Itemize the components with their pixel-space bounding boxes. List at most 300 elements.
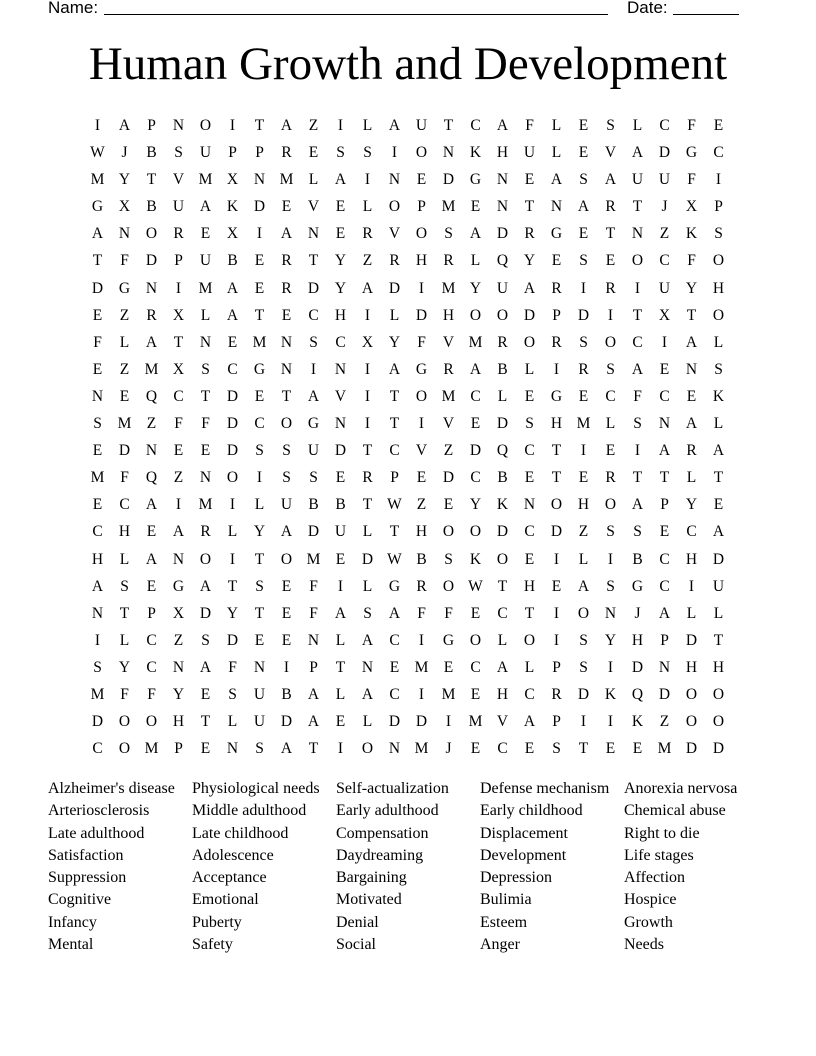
- grid-letter: D: [226, 442, 239, 460]
- grid-letter: E: [335, 198, 346, 216]
- grid-letter: P: [147, 604, 156, 622]
- grid-letter: E: [524, 740, 535, 758]
- grid-letter: D: [523, 306, 536, 324]
- grid-letter: C: [146, 658, 157, 676]
- grid-letter: T: [362, 442, 373, 460]
- word-bank-column: [480, 778, 624, 956]
- grid-letter: A: [631, 144, 644, 162]
- grid-letter: C: [335, 333, 346, 351]
- grid-letter: N: [199, 333, 212, 351]
- grid-letter: G: [550, 387, 563, 405]
- grid-letter: M: [198, 171, 213, 189]
- grid-letter: U: [631, 171, 644, 189]
- grid-letter: T: [632, 198, 643, 216]
- grid-letter: I: [175, 496, 182, 514]
- grid-letter: G: [415, 360, 428, 378]
- grid-letter: S: [93, 658, 102, 676]
- grid-letter: H: [685, 658, 698, 676]
- grid-letter: O: [469, 631, 482, 649]
- grid-letter: U: [253, 685, 266, 703]
- grid-letter: T: [227, 577, 238, 595]
- grid-letter: E: [605, 740, 616, 758]
- grid-letter: I: [337, 740, 344, 758]
- grid-letter: H: [685, 550, 698, 568]
- grid-letter: O: [442, 523, 455, 541]
- grid-letter: S: [606, 577, 615, 595]
- grid-letter: N: [496, 171, 509, 189]
- grid-letter: Z: [443, 442, 454, 460]
- grid-letter: F: [147, 685, 156, 703]
- grid-letter: A: [523, 713, 536, 731]
- grid-letter: A: [307, 387, 320, 405]
- grid-letter: V: [442, 333, 455, 351]
- grid-letter: A: [658, 604, 671, 622]
- grid-letter: I: [337, 577, 344, 595]
- grid-letter: H: [712, 658, 725, 676]
- grid-letter: H: [118, 523, 131, 541]
- date-blank-line[interactable]: [673, 14, 739, 15]
- grid-letter: L: [362, 577, 373, 595]
- grid-letter: T: [200, 387, 211, 405]
- grid-letter: E: [335, 713, 346, 731]
- grid-letter: O: [496, 550, 509, 568]
- grid-letter: O: [631, 252, 644, 270]
- grid-letter: M: [441, 198, 456, 216]
- grid-letter: S: [444, 225, 453, 243]
- grid-letter: O: [226, 469, 239, 487]
- grid-letter: B: [146, 144, 157, 162]
- grid-letter: B: [632, 550, 643, 568]
- grid-letter: L: [524, 658, 535, 676]
- grid-letter: E: [200, 740, 211, 758]
- word-bank-item: Physiological needs: [192, 780, 320, 797]
- grid-letter: D: [226, 415, 239, 433]
- grid-letter: D: [226, 631, 239, 649]
- grid-letter: U: [334, 523, 347, 541]
- word-bank-item: Late adulthood: [48, 824, 145, 842]
- grid-letter: E: [578, 144, 589, 162]
- grid-letter: N: [658, 658, 671, 676]
- grid-letter: R: [146, 306, 157, 324]
- grid-letter: I: [580, 713, 587, 731]
- grid-letter: X: [226, 225, 239, 243]
- grid-letter: N: [388, 740, 401, 758]
- grid-letter: D: [496, 523, 509, 541]
- grid-letter: M: [279, 171, 294, 189]
- grid-letter: Z: [119, 306, 130, 324]
- grid-letter: S: [579, 658, 588, 676]
- grid-letter: I: [607, 658, 614, 676]
- grid-letter: L: [470, 252, 481, 270]
- grid-letter: P: [714, 198, 723, 216]
- grid-letter: D: [685, 631, 698, 649]
- grid-letter: X: [172, 306, 185, 324]
- grid-letter: X: [172, 604, 185, 622]
- grid-letter: M: [117, 415, 132, 433]
- grid-letter: E: [524, 387, 535, 405]
- grid-letter: U: [172, 198, 185, 216]
- grid-letter: M: [198, 279, 213, 297]
- word-bank-item: Acceptance: [192, 869, 267, 887]
- grid-letter: A: [307, 685, 320, 703]
- grid-letter: M: [90, 171, 105, 189]
- grid-letter: E: [92, 442, 103, 460]
- word-bank-item: Puberty: [192, 913, 242, 931]
- grid-letter: D: [307, 523, 320, 541]
- grid-letter: S: [336, 144, 345, 162]
- grid-letter: E: [659, 523, 670, 541]
- grid-letter: E: [578, 387, 589, 405]
- grid-letter: H: [91, 550, 104, 568]
- grid-letter: T: [308, 252, 319, 270]
- grid-letter: G: [253, 360, 266, 378]
- word-bank-item: Anorexia nervosa: [624, 780, 738, 797]
- grid-letter: B: [497, 360, 508, 378]
- word-bank-item: Growth: [624, 913, 673, 931]
- header-line: [48, 0, 748, 20]
- grid-letter: L: [632, 117, 643, 134]
- grid-letter: Y: [685, 279, 698, 297]
- grid-letter: D: [307, 279, 320, 297]
- grid-letter: T: [632, 469, 643, 487]
- word-bank-item: Self-actualization: [336, 780, 449, 797]
- grid-letter: K: [496, 496, 509, 514]
- grid-letter: L: [578, 550, 589, 568]
- grid-letter: A: [91, 225, 104, 243]
- grid-letter: R: [686, 442, 697, 460]
- grid-letter: V: [442, 415, 455, 433]
- grid-letter: Y: [469, 279, 482, 297]
- grid-letter: N: [307, 631, 320, 649]
- grid-letter: H: [415, 523, 428, 541]
- grid-letter: M: [414, 658, 429, 676]
- grid-letter: T: [92, 252, 103, 270]
- grid-letter: S: [201, 631, 210, 649]
- grid-letter: E: [416, 171, 427, 189]
- grid-letter: R: [281, 252, 292, 270]
- word-bank-column: [624, 778, 768, 956]
- grid-letter: O: [523, 631, 536, 649]
- grid-letter: R: [551, 279, 562, 297]
- grid-letter: I: [175, 279, 182, 297]
- grid-letter: A: [631, 496, 644, 514]
- grid-letter: T: [254, 117, 265, 134]
- grid-letter: I: [580, 279, 587, 297]
- grid-letter: A: [577, 577, 590, 595]
- grid-letter: K: [631, 713, 644, 731]
- grid-letter: N: [91, 387, 104, 405]
- grid-letter: S: [579, 631, 588, 649]
- grid-letter: I: [364, 360, 371, 378]
- grid-letter: D: [631, 658, 644, 676]
- grid-letter: D: [577, 685, 590, 703]
- grid-letter: A: [496, 117, 509, 134]
- grid-letter: A: [523, 279, 536, 297]
- grid-letter: T: [173, 333, 184, 351]
- grid-letter: N: [388, 171, 401, 189]
- grid-letter: C: [686, 523, 697, 541]
- grid-letter: N: [685, 360, 698, 378]
- grid-letter: A: [604, 171, 617, 189]
- grid-letter: Y: [388, 333, 401, 351]
- grid-letter: G: [307, 415, 320, 433]
- grid-letter: M: [468, 333, 483, 351]
- grid-letter: N: [199, 469, 212, 487]
- grid-letter: Z: [416, 496, 427, 514]
- grid-letter: D: [658, 144, 671, 162]
- grid-letter: A: [280, 117, 293, 134]
- grid-letter: N: [658, 415, 671, 433]
- grid-letter: L: [119, 333, 130, 351]
- grid-letter: B: [308, 496, 319, 514]
- grid-letter: N: [442, 144, 455, 162]
- word-bank-item: Early childhood: [480, 802, 583, 820]
- grid-letter: A: [469, 360, 482, 378]
- grid-letter: S: [714, 360, 723, 378]
- grid-letter: F: [120, 252, 129, 270]
- grid-letter: X: [172, 360, 185, 378]
- grid-letter: B: [227, 252, 238, 270]
- word-bank-item: Motivated: [336, 891, 402, 909]
- grid-letter: I: [418, 685, 425, 703]
- grid-letter: I: [364, 171, 371, 189]
- grid-letter: C: [632, 333, 643, 351]
- grid-letter: S: [282, 469, 291, 487]
- word-bank-item: Esteem: [480, 913, 528, 931]
- grid-letter: B: [416, 550, 427, 568]
- grid-letter: Y: [226, 604, 239, 622]
- grid-letter: D: [469, 442, 482, 460]
- grid-letter: T: [335, 658, 346, 676]
- word-bank: [48, 778, 768, 956]
- grid-letter: S: [633, 415, 642, 433]
- grid-letter: I: [634, 442, 641, 460]
- grid-letter: M: [306, 550, 321, 568]
- grid-letter: E: [605, 252, 616, 270]
- grid-letter: F: [228, 658, 237, 676]
- grid-letter: C: [497, 604, 508, 622]
- grid-letter: O: [199, 550, 212, 568]
- grid-letter: T: [254, 604, 265, 622]
- grid-letter: Q: [496, 252, 509, 270]
- grid-letter: S: [309, 469, 318, 487]
- grid-letter: N: [280, 360, 293, 378]
- grid-letter: Z: [308, 117, 319, 134]
- grid-letter: T: [389, 387, 400, 405]
- grid-letter: R: [281, 144, 292, 162]
- grid-letter: I: [256, 469, 263, 487]
- word-bank-item: Denial: [336, 913, 379, 931]
- grid-letter: E: [524, 550, 535, 568]
- grid-letter: O: [469, 306, 482, 324]
- grid-letter: H: [442, 306, 455, 324]
- grid-letter: E: [119, 387, 130, 405]
- grid-letter: R: [200, 523, 211, 541]
- grid-letter: A: [91, 577, 104, 595]
- grid-letter: E: [713, 117, 724, 134]
- grid-letter: S: [282, 442, 291, 460]
- grid-letter: O: [199, 117, 212, 134]
- grid-letter: S: [255, 442, 264, 460]
- grid-letter: D: [199, 604, 212, 622]
- grid-letter: A: [388, 117, 401, 134]
- grid-letter: E: [254, 279, 265, 297]
- grid-letter: C: [605, 387, 616, 405]
- grid-letter: P: [147, 117, 156, 134]
- grid-letter: H: [496, 685, 509, 703]
- grid-letter: S: [363, 604, 372, 622]
- grid-letter: T: [389, 523, 400, 541]
- grid-letter: R: [173, 225, 184, 243]
- grid-letter: A: [388, 604, 401, 622]
- grid-letter: T: [497, 577, 508, 595]
- grid-letter: T: [281, 387, 292, 405]
- grid-letter: U: [199, 144, 212, 162]
- grid-letter: T: [200, 713, 211, 731]
- grid-letter: O: [280, 550, 293, 568]
- grid-letter: X: [685, 198, 698, 216]
- grid-letter: D: [91, 279, 104, 297]
- word-bank-item: Displacement: [480, 824, 568, 842]
- grid-letter: F: [444, 604, 453, 622]
- grid-letter: R: [578, 360, 589, 378]
- grid-letter: L: [389, 306, 400, 324]
- grid-letter: F: [201, 415, 210, 433]
- grid-letter: L: [335, 631, 346, 649]
- grid-letter: I: [661, 333, 668, 351]
- grid-letter: E: [335, 550, 346, 568]
- grid-letter: N: [226, 740, 239, 758]
- grid-letter: G: [172, 577, 185, 595]
- grid-letter: I: [391, 144, 398, 162]
- grid-letter: D: [550, 523, 563, 541]
- grid-letter: V: [172, 171, 185, 189]
- grid-letter: K: [604, 685, 617, 703]
- grid-letter: N: [145, 279, 158, 297]
- grid-letter: I: [229, 496, 236, 514]
- grid-letter: E: [173, 442, 184, 460]
- grid-letter: Y: [118, 658, 131, 676]
- grid-letter: E: [578, 469, 589, 487]
- grid-letter: C: [227, 360, 238, 378]
- grid-letter: F: [525, 117, 534, 134]
- grid-letter: O: [712, 252, 725, 270]
- grid-letter: C: [92, 523, 103, 541]
- grid-letter: M: [252, 333, 267, 351]
- grid-letter: L: [227, 523, 238, 541]
- grid-letter: P: [552, 306, 561, 324]
- grid-letter: N: [604, 604, 617, 622]
- grid-letter: N: [91, 604, 104, 622]
- grid-letter: O: [388, 198, 401, 216]
- grid-letter: N: [253, 171, 266, 189]
- page-title: Human Growth and Development: [88, 38, 728, 90]
- grid-letter: U: [496, 279, 509, 297]
- grid-letter: C: [92, 740, 103, 758]
- grid-letter: G: [685, 144, 698, 162]
- grid-letter: A: [280, 523, 293, 541]
- grid-letter: O: [118, 740, 131, 758]
- grid-letter: E: [443, 496, 454, 514]
- grid-letter: S: [444, 550, 453, 568]
- grid-letter: E: [605, 442, 616, 460]
- grid-letter: M: [144, 360, 159, 378]
- grid-letter: D: [253, 198, 266, 216]
- grid-letter: I: [94, 631, 101, 649]
- grid-letter: A: [388, 360, 401, 378]
- grid-letter: R: [551, 685, 562, 703]
- grid-letter: H: [334, 306, 347, 324]
- grid-letter: A: [361, 279, 374, 297]
- grid-letter: U: [523, 144, 536, 162]
- grid-letter: C: [524, 685, 535, 703]
- grid-letter: P: [552, 713, 561, 731]
- grid-letter: H: [712, 279, 725, 297]
- grid-letter: E: [254, 631, 265, 649]
- grid-letter: I: [94, 117, 101, 134]
- word-bank-item: Arteriosclerosis: [48, 802, 150, 820]
- grid-letter: I: [229, 117, 236, 134]
- grid-letter: Y: [685, 496, 698, 514]
- grid-letter: L: [686, 604, 697, 622]
- grid-letter: E: [551, 252, 562, 270]
- grid-letter: S: [174, 144, 183, 162]
- grid-letter: N: [118, 225, 131, 243]
- grid-letter: A: [199, 198, 212, 216]
- grid-letter: E: [200, 685, 211, 703]
- grid-letter: A: [577, 198, 590, 216]
- grid-letter: O: [577, 604, 590, 622]
- grid-letter: I: [364, 415, 371, 433]
- grid-letter: Y: [334, 252, 347, 270]
- grid-letter: E: [470, 740, 481, 758]
- grid-letter: Z: [146, 415, 157, 433]
- grid-letter: W: [468, 577, 483, 595]
- grid-letter: E: [200, 225, 211, 243]
- grid-letter: O: [415, 225, 428, 243]
- grid-letter: T: [524, 604, 535, 622]
- grid-letter: N: [550, 198, 563, 216]
- grid-letter: T: [524, 198, 535, 216]
- grid-letter: T: [362, 496, 373, 514]
- grid-letter: K: [226, 198, 239, 216]
- grid-letter: N: [253, 658, 266, 676]
- grid-letter: X: [361, 333, 374, 351]
- grid-letter: G: [631, 577, 644, 595]
- grid-letter: P: [255, 144, 264, 162]
- grid-letter: T: [551, 469, 562, 487]
- grid-letter: C: [470, 469, 481, 487]
- word-bank-item: Needs: [624, 936, 664, 954]
- grid-letter: N: [172, 658, 185, 676]
- grid-letter: E: [227, 333, 238, 351]
- grid-letter: A: [172, 523, 185, 541]
- grid-letter: Z: [173, 631, 184, 649]
- grid-letter: D: [361, 550, 374, 568]
- grid-letter: E: [686, 387, 697, 405]
- grid-letter: L: [200, 306, 211, 324]
- grid-letter: M: [414, 740, 429, 758]
- grid-letter: L: [335, 685, 346, 703]
- grid-letter: S: [255, 740, 264, 758]
- grid-letter: Z: [578, 523, 589, 541]
- name-blank-line[interactable]: [104, 14, 608, 15]
- grid-letter: H: [550, 415, 563, 433]
- word-bank-column: [192, 778, 336, 956]
- grid-letter: E: [254, 252, 265, 270]
- grid-letter: C: [497, 740, 508, 758]
- grid-letter: A: [226, 306, 239, 324]
